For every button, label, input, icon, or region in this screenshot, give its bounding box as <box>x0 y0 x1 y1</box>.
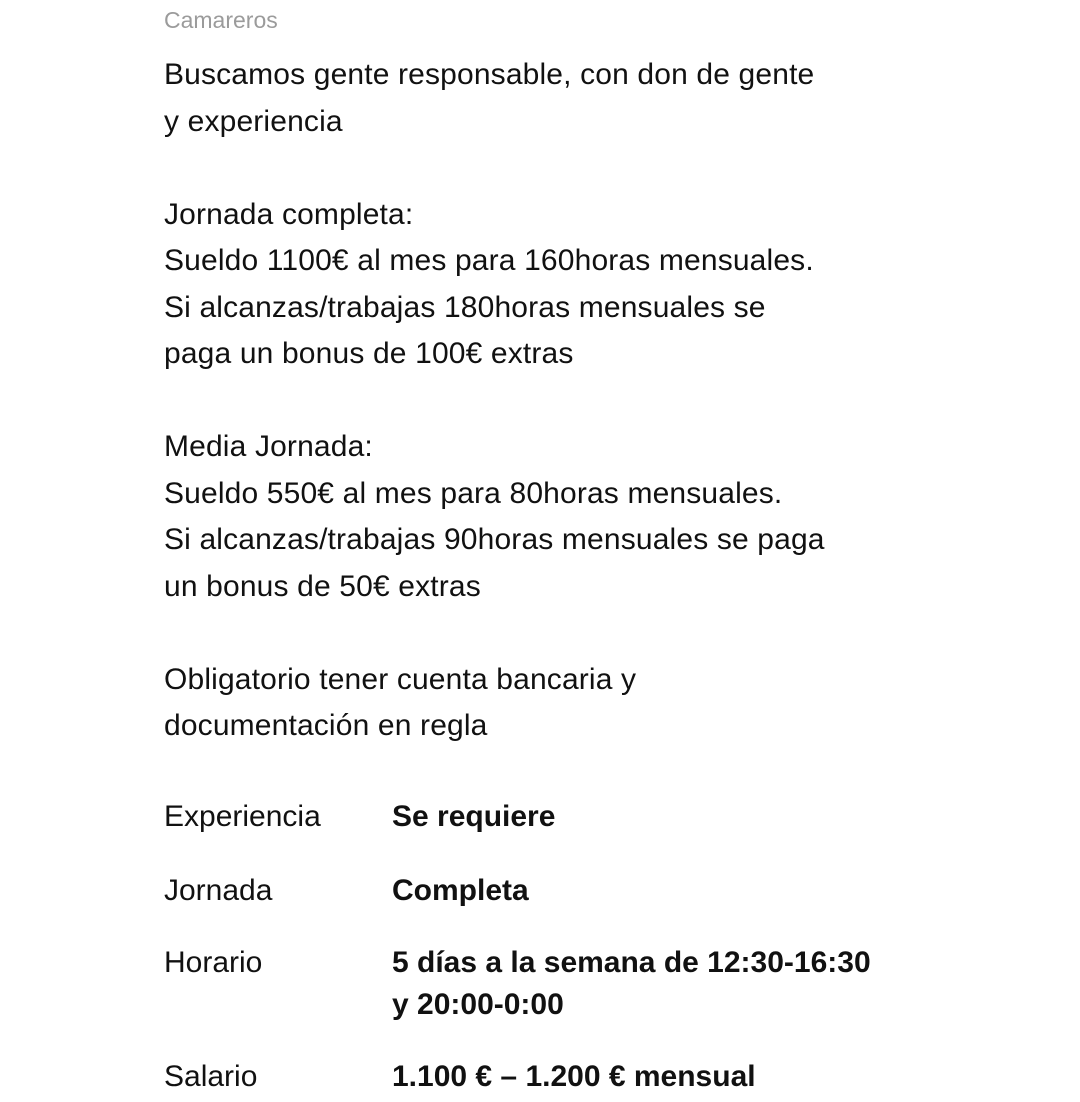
detail-value-line: y 20:00-0:00 <box>392 988 564 1021</box>
job-description <box>164 52 944 750</box>
detail-value: Completa <box>392 874 529 907</box>
detail-value-line: 5 días a la semana de 12:30-16:30 <box>392 946 871 979</box>
description-paragraph-requirements: Obligatorio tener cuenta bancaria y documentación en regla <box>164 662 637 742</box>
detail-label: Salario <box>164 1060 258 1093</box>
detail-value: Se requiere <box>392 800 556 833</box>
description-paragraph-intro: Buscamos gente responsable, con don de gente y experiencia <box>164 58 815 138</box>
description-paragraph-part-time: Media Jornada: Sueldo 550€ al mes para 80horas mensuales. Si alcanzas/trabajas 90horas mensuales se paga un bonus de 50€ extras <box>164 430 825 603</box>
detail-value <box>392 942 932 1026</box>
job-category: Camareros <box>164 7 278 33</box>
detail-label: Experiencia <box>164 800 321 833</box>
detail-label: Jornada <box>164 874 273 907</box>
detail-label: Horario <box>164 946 263 979</box>
description-paragraph-full-time: Jornada completa: Sueldo 1100€ al mes para 160horas mensuales. Si alcanzas/trabajas 180horas mensuales se paga un bonus de 100€ extras <box>164 197 814 370</box>
detail-value: 1.100 € – 1.200 € mensual <box>392 1060 756 1093</box>
